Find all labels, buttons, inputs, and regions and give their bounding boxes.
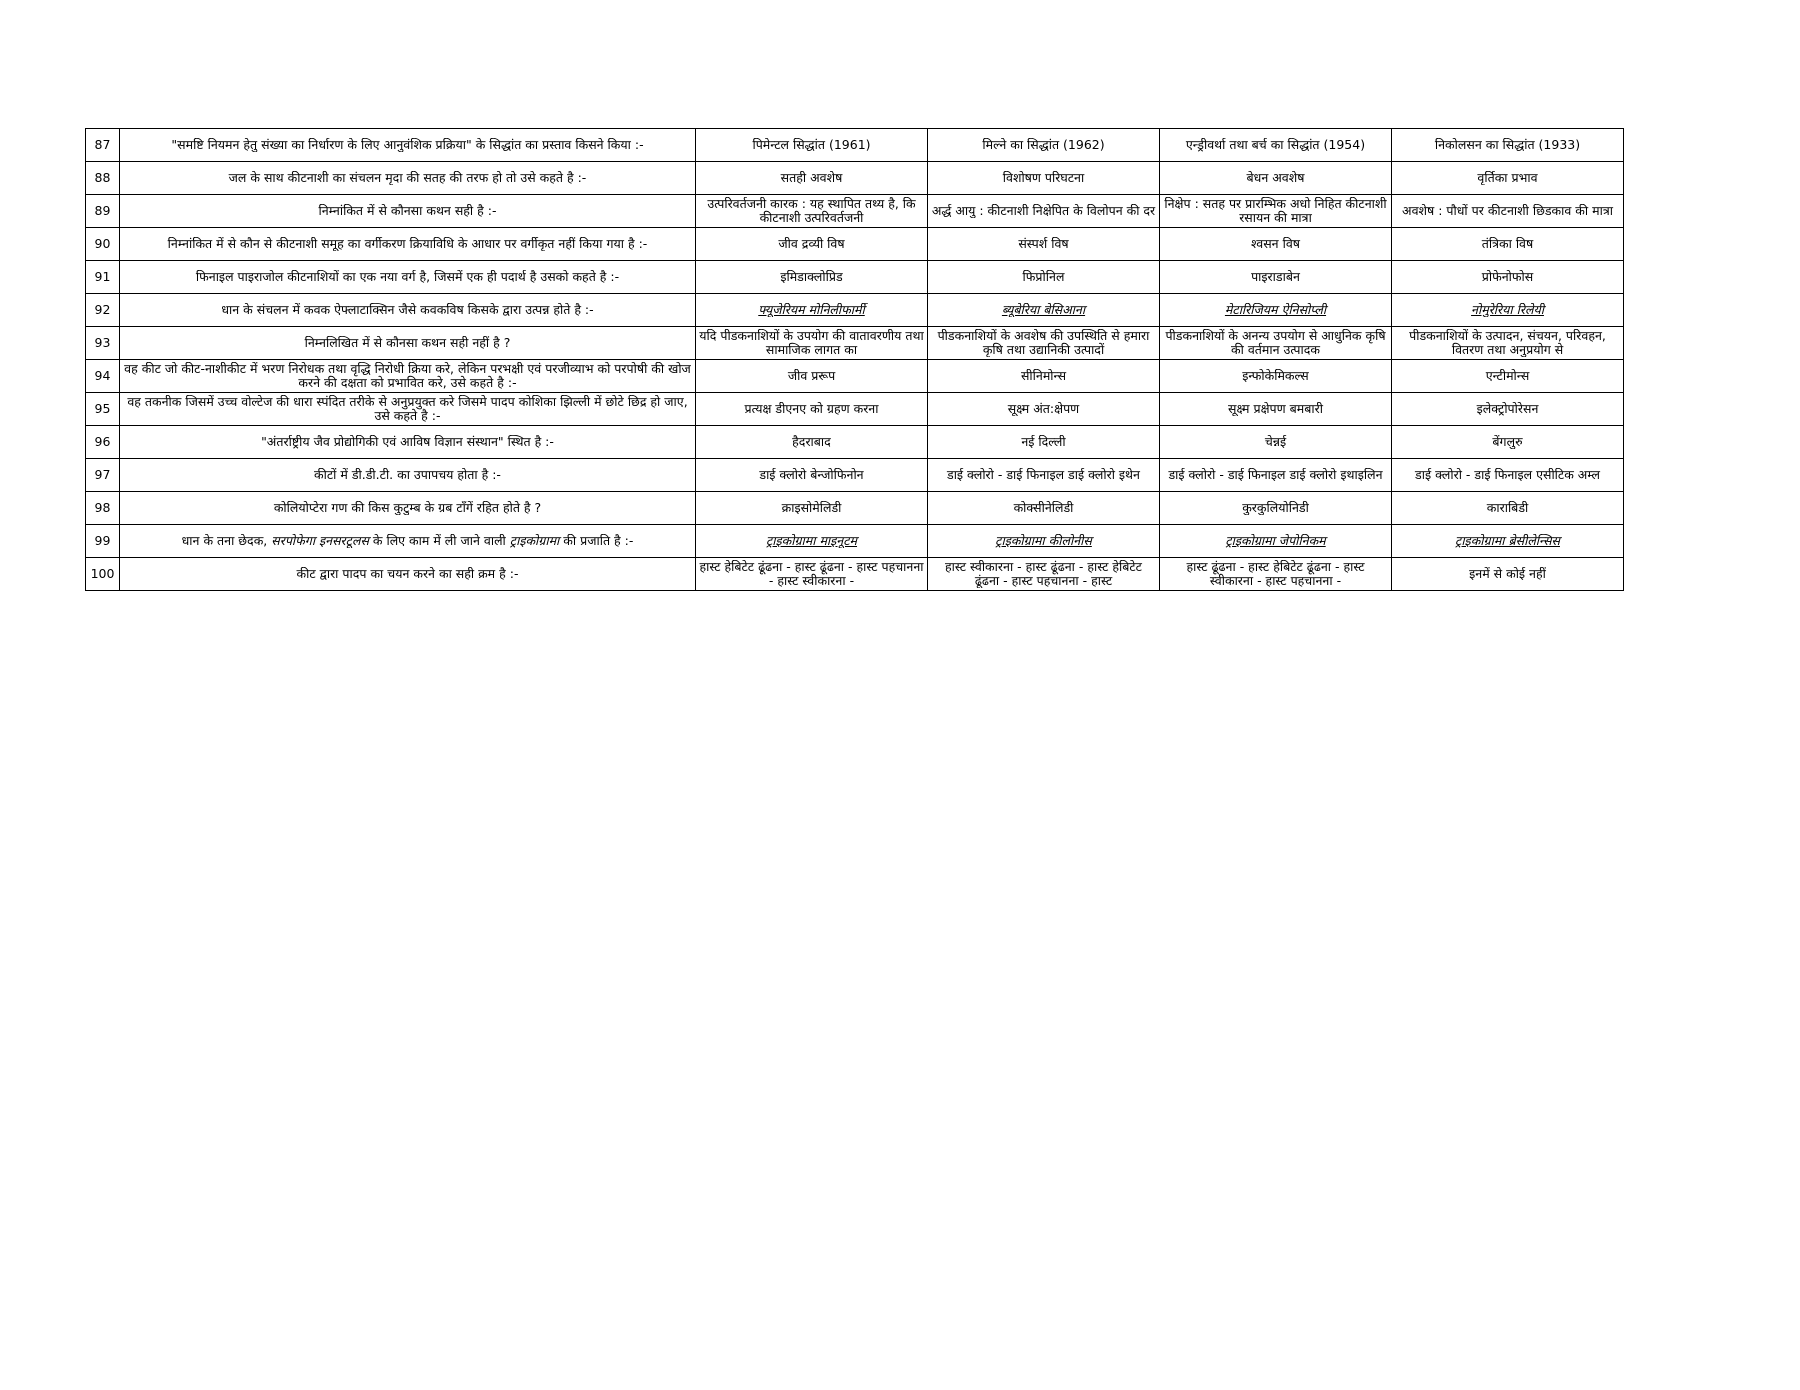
option-text: काराबिडी xyxy=(1486,501,1529,515)
question-text xyxy=(120,195,696,228)
table-row xyxy=(86,195,1624,228)
question-text-content: कीट द्वारा पादप का चयन करने का सही क्रम है :- xyxy=(296,567,519,581)
option-1-cell xyxy=(696,129,928,162)
question-text xyxy=(120,459,696,492)
question-text xyxy=(120,162,696,195)
question-number: 89 xyxy=(86,195,120,228)
option-3-cell xyxy=(1160,393,1392,426)
question-text-content: वह तकनीक जिसमें उच्च वोल्टेज की धारा स्पंदित तरीके से अनुप्रयुक्त करे जिसमे पादप कोशिका झिल्ली में छोटे छिद्र हो जाए, उसे कहते है :- xyxy=(127,395,688,423)
option-1-cell xyxy=(696,492,928,525)
option-text: ट्राइकोग्रामा माइनूटम xyxy=(765,534,858,548)
option-text: निक्षेप : सतह पर प्रारम्भिक अधो निहित कीटनाशी रसायन की मात्रा xyxy=(1164,197,1387,225)
question-text xyxy=(120,525,696,558)
option-text: सतही अवशेष xyxy=(780,171,843,185)
question-text-part: सरपोफेगा इनसरटूलस xyxy=(271,534,369,548)
option-2-cell xyxy=(928,327,1160,360)
option-text: प्रत्यक्ष डीएनए को ग्रहण करना xyxy=(744,402,879,416)
question-text-part: के लिए काम में ली जाने वाली xyxy=(368,534,510,548)
option-text: डाई क्लोरो - डाई फिनाइल एसीटिक अम्ल xyxy=(1415,468,1600,482)
question-number: 95 xyxy=(86,393,120,426)
question-text-content: धान के संचलन में कवक ऐफ्लाटाक्सिन जैसे कवकविष किसके द्वारा उत्पन्न होते है :- xyxy=(221,303,594,317)
question-text-content: कीटों में डी.डी.टी. का उपापचय होता है :- xyxy=(314,468,501,482)
question-number: 97 xyxy=(86,459,120,492)
option-1-cell xyxy=(696,261,928,294)
option-2-cell xyxy=(928,162,1160,195)
question-number: 98 xyxy=(86,492,120,525)
option-text: ब्यूबेरिया बेसिआना xyxy=(1001,303,1086,317)
question-number: 92 xyxy=(86,294,120,327)
option-3-cell xyxy=(1160,294,1392,327)
option-1-cell xyxy=(696,426,928,459)
option-text: जीव प्ररूप xyxy=(787,369,836,383)
option-text: एन्टीमोन्स xyxy=(1485,369,1530,383)
option-text: नई दिल्ली xyxy=(1021,435,1066,449)
question-text-part: ट्राइकोग्रामा xyxy=(509,534,560,548)
question-number: 88 xyxy=(86,162,120,195)
option-1-cell xyxy=(696,294,928,327)
option-text: फ्यूजेरियम मोनिलीफार्मी xyxy=(758,303,865,317)
option-2-cell xyxy=(928,294,1160,327)
option-4-cell xyxy=(1392,195,1624,228)
option-2-cell xyxy=(928,558,1160,591)
question-number: 90 xyxy=(86,228,120,261)
question-text xyxy=(120,294,696,327)
option-3-cell xyxy=(1160,162,1392,195)
option-3-cell xyxy=(1160,360,1392,393)
question-text-content: "समष्टि नियमन हेतु संख्या का निर्धारण के लिए आनुवंशिक प्रक्रिया" के सिद्धांत का प्रस्ताव किसने किया :- xyxy=(171,138,644,152)
option-text: तंत्रिका विष xyxy=(1481,237,1534,251)
question-text xyxy=(120,129,696,162)
option-4-cell xyxy=(1392,261,1624,294)
option-text: हैदराबाद xyxy=(792,435,831,449)
table-row xyxy=(86,492,1624,525)
question-text xyxy=(120,360,696,393)
table-row xyxy=(86,393,1624,426)
option-1-cell xyxy=(696,195,928,228)
option-2-cell xyxy=(928,426,1160,459)
option-4-cell xyxy=(1392,525,1624,558)
option-text: कोक्सीनेलिडी xyxy=(1013,501,1074,515)
option-4-cell xyxy=(1392,228,1624,261)
option-1-cell xyxy=(696,162,928,195)
question-table xyxy=(85,128,1624,591)
option-4-cell xyxy=(1392,327,1624,360)
question-number: 91 xyxy=(86,261,120,294)
option-4-cell xyxy=(1392,492,1624,525)
question-number: 87 xyxy=(86,129,120,162)
option-1-cell xyxy=(696,393,928,426)
option-text: नोमुरेरिया रिलेयी xyxy=(1471,303,1544,317)
question-text-content: कोलियोप्टेरा गण की किस कुटुम्ब के ग्रब टाँगें रहित होते है ? xyxy=(273,501,542,515)
option-2-cell xyxy=(928,459,1160,492)
question-text-content: निम्नलिखित में से कौनसा कथन सही नहीं है ? xyxy=(304,336,511,350)
option-text: पीडकनाशियों के अवशेष की उपस्थिति से हमारा कृषि तथा उद्यानिकी उत्पादों xyxy=(937,329,1150,357)
question-text-content: "अंतर्राष्ट्रीय जैव प्रोद्योगिकी एवं आविष विज्ञान संस्थान" स्थित है :- xyxy=(261,435,554,449)
option-3-cell xyxy=(1160,459,1392,492)
option-text: पीडकनाशियों के उत्पादन, संचयन, परिवहन, वितरण तथा अनुप्रयोग से xyxy=(1409,329,1606,357)
option-3-cell xyxy=(1160,129,1392,162)
option-3-cell xyxy=(1160,261,1392,294)
question-text xyxy=(120,393,696,426)
question-text xyxy=(120,426,696,459)
option-text: हास्ट हेबिटेट ढूंढना - हास्ट ढूंढना - हास्ट पहचानना - हास्ट स्वीकारना - xyxy=(699,560,924,588)
option-2-cell xyxy=(928,393,1160,426)
question-text-part: की प्रजाति है :- xyxy=(559,534,634,548)
option-text: ट्राइकोग्रामा कीलोनीस xyxy=(995,534,1092,548)
option-1-cell xyxy=(696,459,928,492)
option-3-cell xyxy=(1160,327,1392,360)
question-text-content: निम्नांकित में से कौन से कीटनाशी समूह का वर्गीकरण क्रियाविधि के आधार पर वर्गीकृत नहीं किया गया है :- xyxy=(167,237,648,251)
option-2-cell xyxy=(928,492,1160,525)
option-4-cell xyxy=(1392,294,1624,327)
table-row xyxy=(86,525,1624,558)
question-text-content: निम्नांकित में से कौनसा कथन सही है :- xyxy=(318,204,497,218)
option-text: बेंगलुरु xyxy=(1492,435,1523,449)
option-text: डाई क्लोरो बेन्जोफिनोन xyxy=(759,468,864,482)
table-row xyxy=(86,360,1624,393)
table-row xyxy=(86,459,1624,492)
option-4-cell xyxy=(1392,360,1624,393)
option-3-cell xyxy=(1160,558,1392,591)
option-text: सीनिमोन्स xyxy=(1020,369,1067,383)
option-1-cell xyxy=(696,327,928,360)
option-text: वृर्तिका प्रभाव xyxy=(1477,171,1538,185)
option-1-cell xyxy=(696,558,928,591)
option-3-cell xyxy=(1160,228,1392,261)
option-4-cell xyxy=(1392,162,1624,195)
question-number: 99 xyxy=(86,525,120,558)
option-4-cell xyxy=(1392,558,1624,591)
option-text: श्वसन विष xyxy=(1250,237,1301,251)
option-2-cell xyxy=(928,195,1160,228)
question-sheet xyxy=(85,128,1624,591)
option-text: डाई क्लोरो - डाई फिनाइल डाई क्लोरो इथाइलिन xyxy=(1168,468,1383,482)
option-1-cell xyxy=(696,525,928,558)
option-3-cell xyxy=(1160,492,1392,525)
option-3-cell xyxy=(1160,525,1392,558)
option-text: विशोषण परिघटना xyxy=(1002,171,1085,185)
question-text-content xyxy=(123,534,692,548)
question-text xyxy=(120,228,696,261)
option-text: एन्ड्रीवर्था तथा बर्च का सिद्धांत (1954) xyxy=(1185,138,1366,152)
table-row xyxy=(86,228,1624,261)
option-text: ट्राइकोग्रामा जेपोनिकम xyxy=(1225,534,1326,548)
question-text xyxy=(120,327,696,360)
option-text: कुरकुलियोनिडी xyxy=(1242,501,1309,515)
option-text: चेन्नई xyxy=(1264,435,1287,449)
option-text: जीव द्रव्यी विष xyxy=(778,237,845,251)
question-text-content: फिनाइल पाइराजोल कीटनाशियों का एक नया वर्ग है, जिसमें एक ही पदार्थ है उसको कहते है :- xyxy=(195,270,620,284)
table-row xyxy=(86,426,1624,459)
option-text: ट्राइकोग्रामा ब्रेसीलेन्सिस xyxy=(1455,534,1560,548)
option-text: पीडकनाशियों के अनन्य उपयोग से आधुनिक कृषि की वर्तमान उत्पादक xyxy=(1165,329,1386,357)
question-number: 93 xyxy=(86,327,120,360)
option-2-cell xyxy=(928,261,1160,294)
option-text: इनमें से कोई नहीं xyxy=(1469,567,1546,581)
option-text: बेधन अवशेष xyxy=(1246,171,1305,185)
option-text: पिमेन्टल सिद्धांत (1961) xyxy=(752,138,871,152)
option-text: मिल्ने का सिद्धांत (1962) xyxy=(982,138,1105,152)
table-row xyxy=(86,558,1624,591)
option-text: संस्पर्श विष xyxy=(1018,237,1069,251)
option-text: मेटारिजियम ऐनिसोप्ली xyxy=(1224,303,1327,317)
question-text xyxy=(120,558,696,591)
option-2-cell xyxy=(928,228,1160,261)
option-text: डाई क्लोरो - डाई फिनाइल डाई क्लोरो इथेन xyxy=(947,468,1140,482)
question-text xyxy=(120,492,696,525)
question-text xyxy=(120,261,696,294)
table-row xyxy=(86,162,1624,195)
option-text: पाइराडाबेन xyxy=(1251,270,1300,284)
question-text-part: धान के तना छेदक, xyxy=(181,534,272,548)
option-text: सूक्ष्म प्रक्षेपण बमबारी xyxy=(1228,402,1323,416)
option-2-cell xyxy=(928,129,1160,162)
option-text: यदि पीडकनाशियों के उपयोग की वातावरणीय तथा सामाजिक लागत का xyxy=(699,329,924,357)
question-table-body xyxy=(86,129,1624,591)
table-row xyxy=(86,261,1624,294)
option-text: प्रोफेनोफोस xyxy=(1481,270,1534,284)
option-text: हास्ट स्वीकारना - हास्ट ढूंढना - हास्ट हेबिटेट ढूंढना - हास्ट पहचानना - हास्ट xyxy=(945,560,1142,588)
option-1-cell xyxy=(696,360,928,393)
option-text: अर्द्ध आयु : कीटनाशी निक्षेपित के विलोपन की दर xyxy=(931,204,1156,218)
option-text: सूक्ष्म अंत:क्षेपण xyxy=(1007,402,1080,416)
option-text: क्राइसोमेलिडी xyxy=(781,501,842,515)
option-text: निकोलसन का सिद्धांत (1933) xyxy=(1434,138,1581,152)
question-number: 94 xyxy=(86,360,120,393)
option-4-cell xyxy=(1392,426,1624,459)
option-text: उत्परिवर्तजनी कारक : यह स्थापित तथ्य है, कि कीटनाशी उत्परिवर्तजनी xyxy=(707,197,916,225)
option-text: इलेक्ट्रोपोरेसन xyxy=(1476,402,1539,416)
option-4-cell xyxy=(1392,393,1624,426)
option-text: इन्फोकेमिकल्स xyxy=(1242,369,1309,383)
option-text: फिप्रोनिल xyxy=(1022,270,1065,284)
table-row xyxy=(86,327,1624,360)
option-3-cell xyxy=(1160,426,1392,459)
table-row xyxy=(86,294,1624,327)
option-text: हास्ट ढूंढना - हास्ट हेबिटेट ढूंढना - हास्ट स्वीकारना - हास्ट पहचानना - xyxy=(1186,560,1365,588)
question-text-content: जल के साथ कीटनाशी का संचलन मृदा की सतह की तरफ हो तो उसे कहते है :- xyxy=(228,171,587,185)
option-4-cell xyxy=(1392,129,1624,162)
option-2-cell xyxy=(928,525,1160,558)
question-number: 96 xyxy=(86,426,120,459)
option-2-cell xyxy=(928,360,1160,393)
option-text: इमिडाक्लोप्रिड xyxy=(780,270,843,284)
question-text-content: वह कीट जो कीट-नाशीकीट में भरण निरोधक तथा वृद्धि निरोधी क्रिया करे, लेकिन परभक्षी एवं परजीव्याभ को परपोषी की खोज करने की दक्षता को प्रभावित करे, उसे कहते है :- xyxy=(124,362,691,390)
table-row xyxy=(86,129,1624,162)
option-text: अवशेष : पौधों पर कीटनाशी छिडकाव की मात्रा xyxy=(1402,204,1613,218)
option-3-cell xyxy=(1160,195,1392,228)
option-4-cell xyxy=(1392,459,1624,492)
option-1-cell xyxy=(696,228,928,261)
question-number: 100 xyxy=(86,558,120,591)
